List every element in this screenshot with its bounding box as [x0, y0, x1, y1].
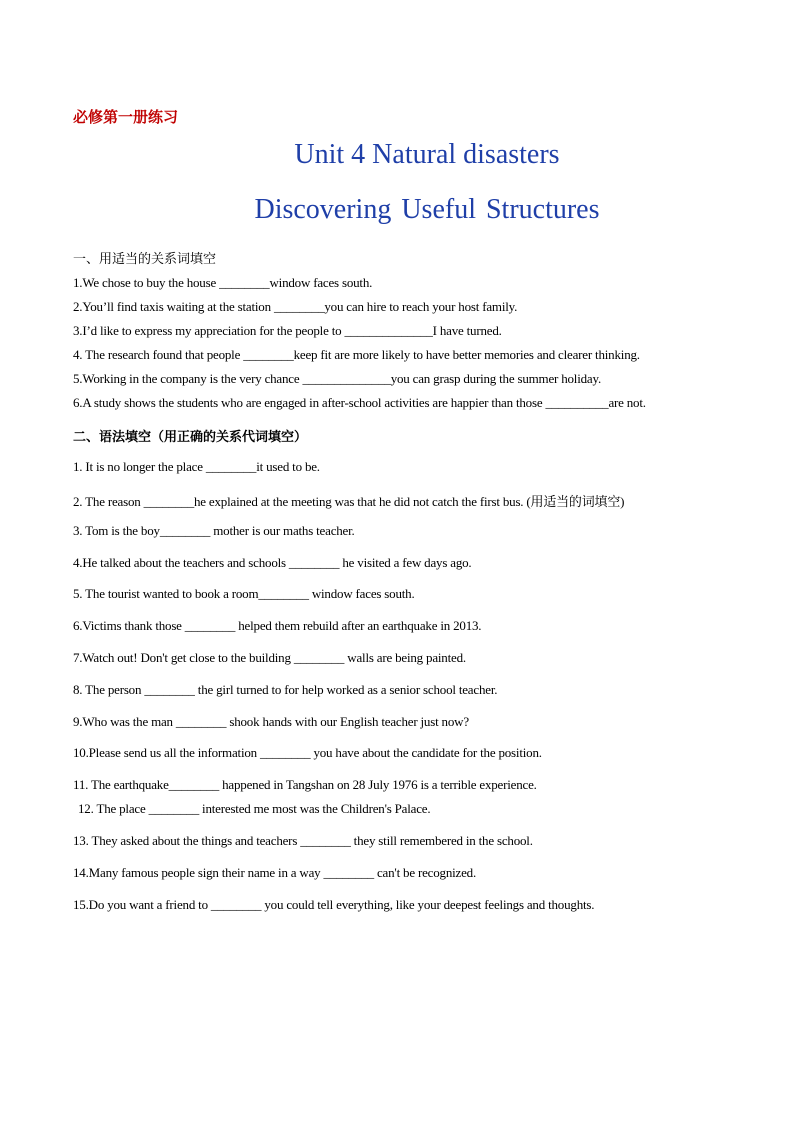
exercise-item: 5. The tourist wanted to book a room________ window faces south. — [73, 586, 415, 601]
unit-title: Unit 4 Natural disasters — [294, 139, 560, 170]
exercise-item: 2.You’ll find taxis waiting at the station ________you can hire to reach your host family. — [73, 299, 518, 314]
exercise-item: 10.Please send us all the information ________ you have about the candidate for the position. — [73, 745, 542, 760]
exercise-item: 2. The reason ________he explained at the meeting was that he did not catch the first bus. (用适当的词填空) — [73, 494, 625, 509]
exercise-item: 1. It is no longer the place ________it used to be. — [73, 459, 320, 474]
section1-heading: 一、用适当的关系词填空 — [73, 252, 217, 267]
exercise-item: 13. They asked about the things and teachers ________ they still remembered in the school. — [73, 833, 533, 848]
exercise-item: 14.Many famous people sign their name in a way ________ can't be recognized. — [73, 865, 477, 880]
exercise-item: 11. The earthquake________ happened in Tangshan on 28 July 1976 is a terrible experience. — [73, 777, 537, 792]
exercise-item: 12. The place ________ interested me most was the Children's Palace. — [78, 801, 431, 816]
exercise-item: 7.Watch out! Don't get close to the building ________ walls are being painted. — [73, 650, 466, 665]
exercise-item: 5.Working in the company is the very chance ______________you can grasp during the summer holiday. — [73, 371, 601, 386]
lesson-title: Discovering Useful Structures — [254, 194, 600, 225]
exercise-item: 4.He talked about the teachers and schools ________ he visited a few days ago. — [73, 555, 472, 570]
exercise-item: 1.We chose to buy the house ________window faces south. — [73, 275, 373, 290]
exercise-item: 3.I’d like to express my appreciation for the people to ______________I have turned. — [73, 323, 502, 338]
exercise-item: 3. Tom is the boy________ mother is our maths teacher. — [73, 523, 355, 538]
exercise-item: 9.Who was the man ________ shook hands with our English teacher just now? — [73, 714, 469, 729]
exercise-item: 6.A study shows the students who are engaged in after-school activities are happier than those __________are not. — [73, 395, 646, 410]
section2-heading: 二、语法填空（用正确的关系代词填空） — [73, 430, 308, 445]
exercise-item: 4. The research found that people ________keep fit are more likely to have better memories and clearer thinking. — [73, 347, 640, 362]
series-tag: 必修第一册练习 — [73, 108, 179, 126]
exercise-item: 6.Victims thank those ________ helped them rebuild after an earthquake in 2013. — [73, 618, 482, 633]
exercise-item: 8. The person ________ the girl turned to for help worked as a senior school teacher. — [73, 682, 498, 697]
exercise-item: 15.Do you want a friend to ________ you could tell everything, like your deepest feelings and thoughts. — [73, 897, 595, 912]
